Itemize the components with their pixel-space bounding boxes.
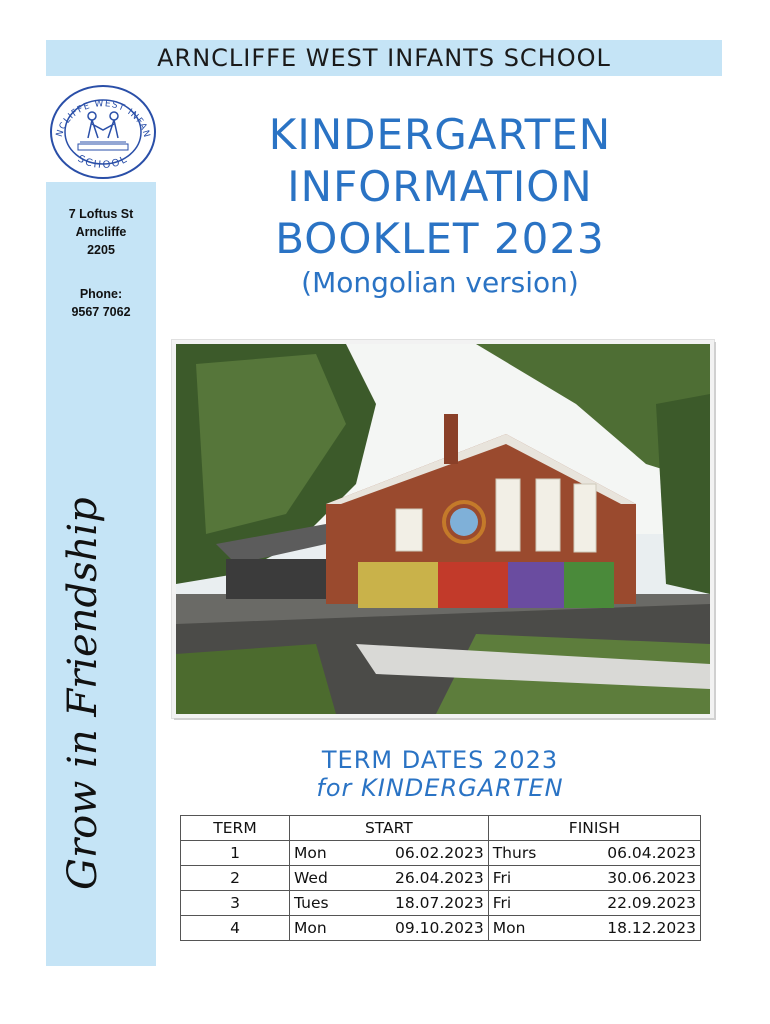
term-number: 1 (181, 841, 290, 866)
start-date: 06.02.2023 (394, 844, 484, 862)
address-street: 7 Loftus St (68, 207, 134, 221)
term-dates-table (180, 815, 701, 941)
start-day: Tues (294, 894, 329, 912)
term-dates-title: TERM DATES 2023 (321, 746, 559, 774)
address-suburb: Arncliffe (75, 225, 127, 239)
start-cell (290, 841, 489, 866)
finish-cell (488, 866, 700, 891)
header-start: START (290, 816, 489, 841)
table-header-row (181, 816, 701, 841)
start-day: Wed (294, 869, 328, 887)
school-building-photo (172, 340, 714, 718)
start-date: 26.04.2023 (394, 869, 484, 887)
svg-text:SCHOOL: SCHOOL (75, 153, 131, 172)
phone-number: 9567 7062 (71, 305, 131, 319)
finish-day: Mon (492, 919, 526, 937)
title-line-3: BOOKLET 2023 (275, 214, 605, 263)
finish-date: 22.09.2023 (607, 894, 696, 912)
title-line-1: KINDERGARTEN (268, 110, 612, 159)
title-line-2: INFORMATION (287, 162, 593, 211)
finish-date: 18.12.2023 (607, 919, 696, 937)
term-number: 4 (181, 916, 290, 941)
start-date: 09.10.2023 (394, 919, 484, 937)
finish-day: Fri (492, 894, 512, 912)
school-name: ARNCLIFFE WEST INFANTS SCHOOL (157, 44, 611, 72)
school-logo (48, 84, 158, 184)
finish-cell (488, 916, 700, 941)
term-dates-subtitle: for KINDERGARTEN (316, 774, 564, 802)
school-name-banner (46, 40, 722, 76)
school-crest-icon (48, 84, 158, 184)
subtitle: (Mongolian version) (301, 266, 579, 299)
term-number: 2 (181, 866, 290, 891)
table-row (181, 841, 701, 866)
start-cell (290, 916, 489, 941)
table-row (181, 866, 701, 891)
school-building-image (176, 344, 710, 714)
start-cell (290, 891, 489, 916)
table-row (181, 916, 701, 941)
school-motto: Grow in Friendship (60, 497, 106, 890)
start-date: 18.07.2023 (394, 894, 484, 912)
start-cell (290, 866, 489, 891)
address-postcode: 2205 (87, 243, 115, 257)
finish-day: Fri (492, 869, 512, 887)
term-number: 3 (181, 891, 290, 916)
svg-text:ARNCLIFFE WEST INFANTS: NCLIFFE WEST INFAN (54, 99, 152, 140)
finish-date: 06.04.2023 (607, 844, 696, 862)
phone-label: Phone: (79, 287, 123, 301)
finish-date: 30.06.2023 (607, 869, 696, 887)
finish-day: Thurs (492, 844, 537, 862)
start-day: Mon (294, 844, 327, 862)
finish-cell (488, 841, 700, 866)
table-row (181, 891, 701, 916)
header-term: TERM (181, 816, 290, 841)
finish-cell (488, 891, 700, 916)
header-finish: FINISH (488, 816, 700, 841)
start-day: Mon (294, 919, 327, 937)
